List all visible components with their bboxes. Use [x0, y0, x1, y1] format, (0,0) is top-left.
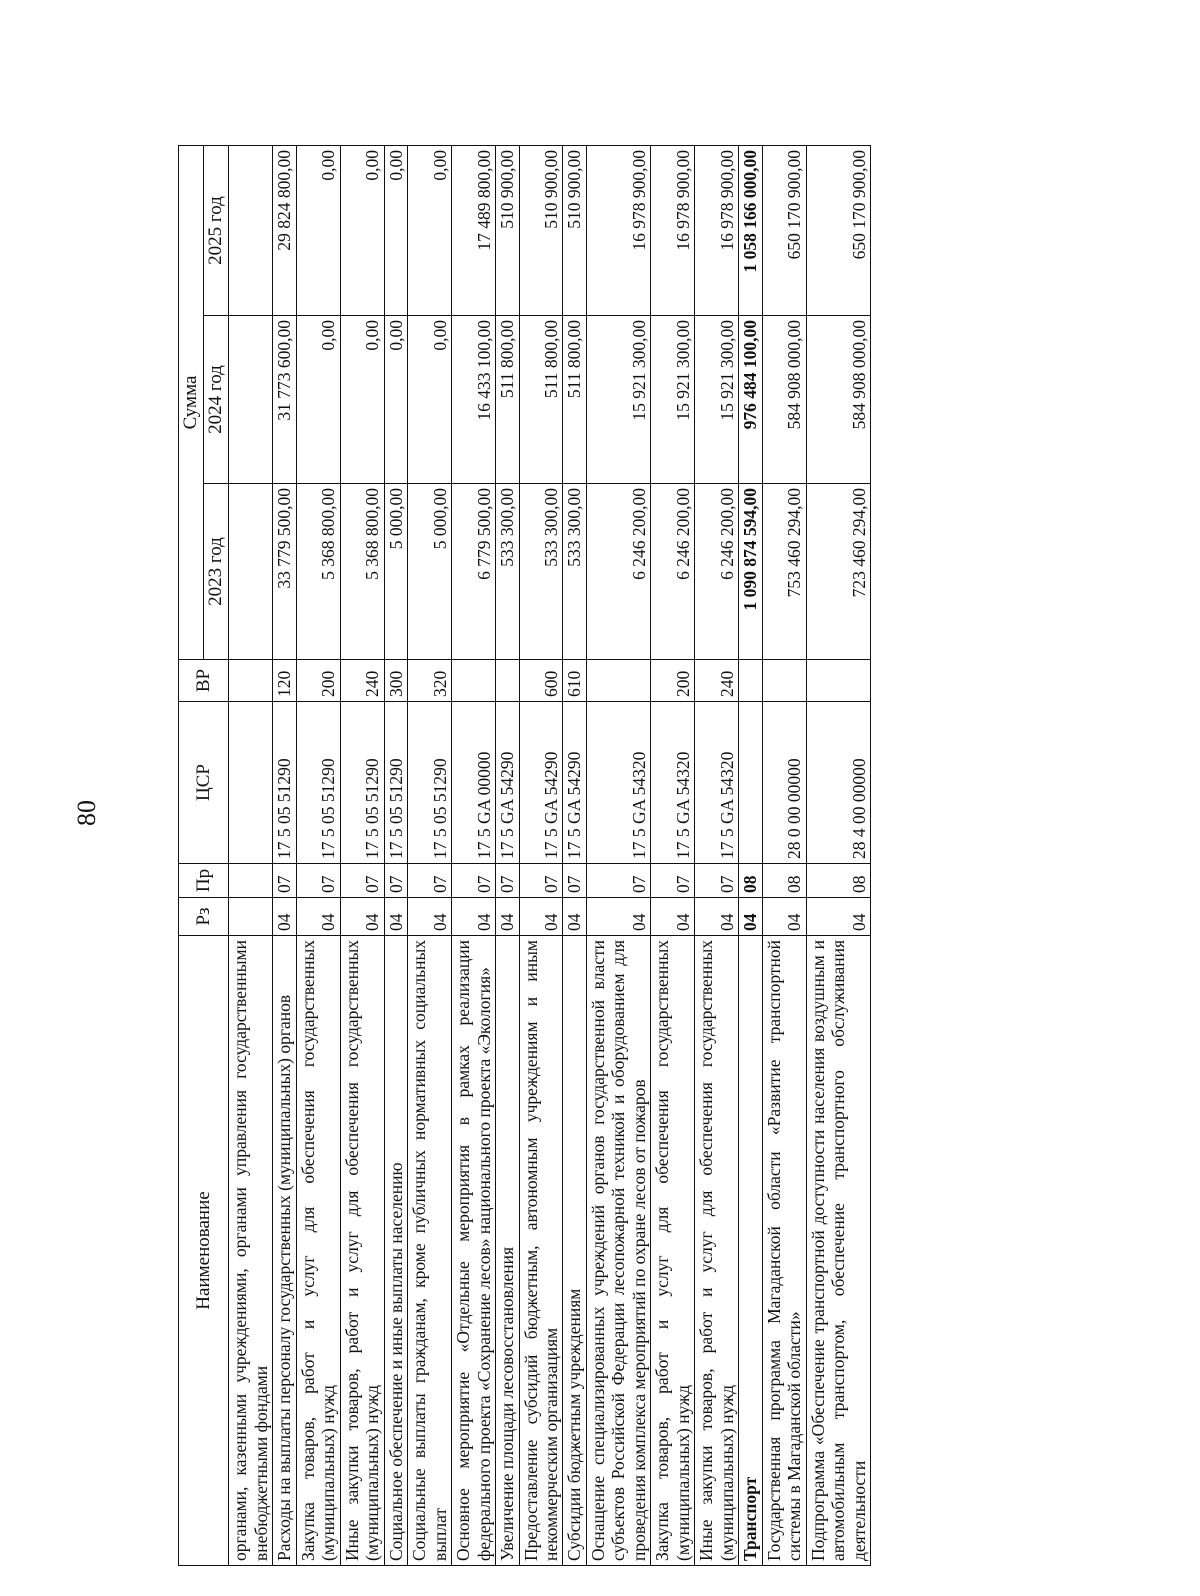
cell-csr: 17 5 GA 54320 [695, 702, 739, 864]
cell-2025 [229, 146, 273, 316]
cell-2023: 5 000,00 [408, 484, 452, 660]
table-row [519, 146, 563, 1566]
cell-csr [229, 702, 273, 864]
cell-2025: 650 170 900,00 [762, 146, 806, 316]
header-vr: ВР [179, 660, 229, 702]
header-2024: 2024 год [204, 316, 229, 484]
cell-2025: 510 900,00 [496, 146, 519, 316]
cell-rz: 04 [340, 898, 384, 936]
table-row [340, 146, 384, 1566]
cell-csr [739, 702, 762, 864]
cell-2024: 31 773 600,00 [273, 316, 296, 484]
cell-2025: 1 058 166 000,00 [739, 146, 762, 316]
cell-csr: 17 5 GA 54320 [586, 702, 650, 864]
cell-vr: 320 [408, 660, 452, 702]
cell-2023: 5 368 800,00 [340, 484, 384, 660]
table-row [586, 146, 650, 1566]
cell-2025: 0,00 [408, 146, 452, 316]
cell-2025: 29 824 800,00 [273, 146, 296, 316]
header-2023: 2023 год [204, 484, 229, 660]
table-row [651, 146, 695, 1566]
cell-csr: 28 0 00 00000 [762, 702, 806, 864]
cell-2024: 511 800,00 [496, 316, 519, 484]
cell-vr [496, 660, 519, 702]
rotated-page [178, 146, 1038, 1566]
cell-rz: 04 [739, 898, 762, 936]
cell-2023: 1 090 874 594,00 [739, 484, 762, 660]
cell-vr: 610 [563, 660, 586, 702]
cell-pr: 07 [695, 864, 739, 898]
cell-2024: 511 800,00 [519, 316, 563, 484]
cell-2024: 0,00 [384, 316, 407, 484]
cell-2024: 511 800,00 [563, 316, 586, 484]
cell-vr: 200 [651, 660, 695, 702]
cell-2024: 15 921 300,00 [586, 316, 650, 484]
cell-pr: 07 [563, 864, 586, 898]
cell-2024: 584 908 000,00 [806, 316, 870, 484]
cell-name: Основное мероприятие «Отдельные мероприятия в рамках реализации федерального проекта «Сохранение лесов» национального проекта «Экология» [452, 936, 496, 1566]
cell-csr: 17 5 GA 54320 [651, 702, 695, 864]
cell-2025: 16 978 900,00 [586, 146, 650, 316]
cell-name: Социальное обеспечение и иные выплаты населению [384, 936, 407, 1566]
cell-csr: 17 5 05 51290 [296, 702, 340, 864]
cell-name: Подпрограмма «Обеспечение транспортной доступности населения воздушным и автомобильным транспортом, обеспечение транспортного обслуживания деятельности [806, 936, 870, 1566]
cell-pr: 08 [806, 864, 870, 898]
cell-2024: 0,00 [296, 316, 340, 484]
cell-vr: 600 [519, 660, 563, 702]
cell-2024: 976 484 100,00 [739, 316, 762, 484]
cell-2025: 0,00 [296, 146, 340, 316]
cell-vr [739, 660, 762, 702]
table-row [273, 146, 296, 1566]
cell-vr [452, 660, 496, 702]
cell-name: Предоставление субсидий бюджетным, автономным учреждениям и иным некоммерческим организациям [519, 936, 563, 1566]
header-sum: Сумма [179, 146, 204, 660]
cell-pr: 07 [586, 864, 650, 898]
cell-rz: 04 [519, 898, 563, 936]
cell-2023: 6 246 200,00 [651, 484, 695, 660]
cell-2024: 0,00 [408, 316, 452, 484]
table-row [806, 146, 870, 1566]
cell-2023: 5 368 800,00 [296, 484, 340, 660]
cell-pr: 07 [496, 864, 519, 898]
budget-table [178, 145, 871, 1566]
cell-vr [229, 660, 273, 702]
cell-vr [586, 660, 650, 702]
cell-vr: 120 [273, 660, 296, 702]
cell-2023: 723 460 294,00 [806, 484, 870, 660]
cell-pr: 07 [296, 864, 340, 898]
table-row [229, 146, 273, 1566]
cell-vr: 240 [340, 660, 384, 702]
cell-pr: 07 [340, 864, 384, 898]
cell-rz: 04 [586, 898, 650, 936]
cell-csr: 17 5 GA 54290 [563, 702, 586, 864]
cell-name: Субсидии бюджетным учреждениям [563, 936, 586, 1566]
cell-2023: 33 779 500,00 [273, 484, 296, 660]
header-pr: Пр [179, 864, 229, 898]
cell-name: Социальные выплаты гражданам, кроме публичных нормативных социальных выплат [408, 936, 452, 1566]
cell-name: Государственная программа Магаданской области «Развитие транспортной системы в Магаданской области» [762, 936, 806, 1566]
cell-name: Транспорт [739, 936, 762, 1566]
cell-csr: 17 5 05 51290 [340, 702, 384, 864]
cell-csr: 17 5 GA 00000 [452, 702, 496, 864]
cell-2023: 6 246 200,00 [695, 484, 739, 660]
cell-pr: 08 [762, 864, 806, 898]
cell-vr: 240 [695, 660, 739, 702]
cell-pr: 08 [739, 864, 762, 898]
cell-rz [229, 898, 273, 936]
cell-2023: 533 300,00 [496, 484, 519, 660]
cell-2025: 510 900,00 [519, 146, 563, 316]
cell-rz: 04 [408, 898, 452, 936]
cell-name: Увеличение площади лесовосстановления [496, 936, 519, 1566]
cell-2023: 533 300,00 [563, 484, 586, 660]
header-2025: 2025 год [204, 146, 229, 316]
cell-pr [229, 864, 273, 898]
cell-name: Иные закупки товаров, работ и услуг для обеспечения государственных (муниципальных) нужд [695, 936, 739, 1566]
cell-pr: 07 [519, 864, 563, 898]
cell-2025: 0,00 [340, 146, 384, 316]
cell-pr: 07 [452, 864, 496, 898]
cell-2024: 15 921 300,00 [695, 316, 739, 484]
cell-vr [806, 660, 870, 702]
cell-vr: 300 [384, 660, 407, 702]
table-row [695, 146, 739, 1566]
table-row [408, 146, 452, 1566]
cell-csr: 17 5 05 51290 [384, 702, 407, 864]
cell-2025: 16 978 900,00 [651, 146, 695, 316]
cell-2025: 0,00 [384, 146, 407, 316]
cell-vr: 200 [296, 660, 340, 702]
cell-pr: 07 [273, 864, 296, 898]
cell-rz: 04 [384, 898, 407, 936]
table-row [762, 146, 806, 1566]
cell-name: Закупка товаров, работ и услуг для обеспечения государственных (муниципальных) нужд [296, 936, 340, 1566]
cell-2024: 15 921 300,00 [651, 316, 695, 484]
table-row [296, 146, 340, 1566]
cell-csr: 17 5 05 51290 [273, 702, 296, 864]
cell-2023 [229, 484, 273, 660]
page-number: 80 [72, 800, 101, 826]
cell-pr: 07 [408, 864, 452, 898]
cell-rz: 04 [296, 898, 340, 936]
cell-rz: 04 [563, 898, 586, 936]
cell-name: органами, казенными учреждениями, органами управления государственными внебюджетными фондами [229, 936, 273, 1566]
table-row [496, 146, 519, 1566]
cell-name: Закупка товаров, работ и услуг для обеспечения государственных (муниципальных) нужд [651, 936, 695, 1566]
cell-2025: 510 900,00 [563, 146, 586, 316]
cell-rz: 04 [651, 898, 695, 936]
cell-csr: 17 5 GA 54290 [519, 702, 563, 864]
cell-2025: 17 489 800,00 [452, 146, 496, 316]
cell-csr: 17 5 05 51290 [408, 702, 452, 864]
cell-pr: 07 [651, 864, 695, 898]
cell-2024: 584 908 000,00 [762, 316, 806, 484]
header-name: Наименование [179, 936, 229, 1566]
cell-name: Расходы на выплаты персоналу государственных (муниципальных) органов [273, 936, 296, 1566]
cell-csr: 17 5 GA 54290 [496, 702, 519, 864]
cell-2024 [229, 316, 273, 484]
cell-2023: 6 779 500,00 [452, 484, 496, 660]
cell-rz: 04 [762, 898, 806, 936]
cell-2023: 6 246 200,00 [586, 484, 650, 660]
cell-rz: 04 [496, 898, 519, 936]
header-csr: ЦСР [179, 702, 229, 864]
table-row [563, 146, 586, 1566]
cell-name: Иные закупки товаров, работ и услуг для обеспечения государственных (муниципальных) нужд [340, 936, 384, 1566]
cell-pr: 07 [384, 864, 407, 898]
cell-rz: 04 [452, 898, 496, 936]
cell-name: Оснащение специализированных учреждений органов государственной власти субъектов Российской Федерации лесопожарной техникой и оборудованием для проведения комплекса мероприятий по охране лесов от пожаров [586, 936, 650, 1566]
cell-2025: 16 978 900,00 [695, 146, 739, 316]
table-body [229, 146, 871, 1566]
cell-rz: 04 [806, 898, 870, 936]
table-row [739, 146, 762, 1566]
cell-2024: 16 433 100,00 [452, 316, 496, 484]
cell-vr [762, 660, 806, 702]
cell-rz: 04 [273, 898, 296, 936]
cell-2023: 533 300,00 [519, 484, 563, 660]
cell-2024: 0,00 [340, 316, 384, 484]
header-rz: Рз [179, 898, 229, 936]
table-row [384, 146, 407, 1566]
cell-2023: 753 460 294,00 [762, 484, 806, 660]
cell-rz: 04 [695, 898, 739, 936]
cell-2025: 650 170 900,00 [806, 146, 870, 316]
table-row [452, 146, 496, 1566]
cell-2023: 5 000,00 [384, 484, 407, 660]
cell-csr: 28 4 00 00000 [806, 702, 870, 864]
